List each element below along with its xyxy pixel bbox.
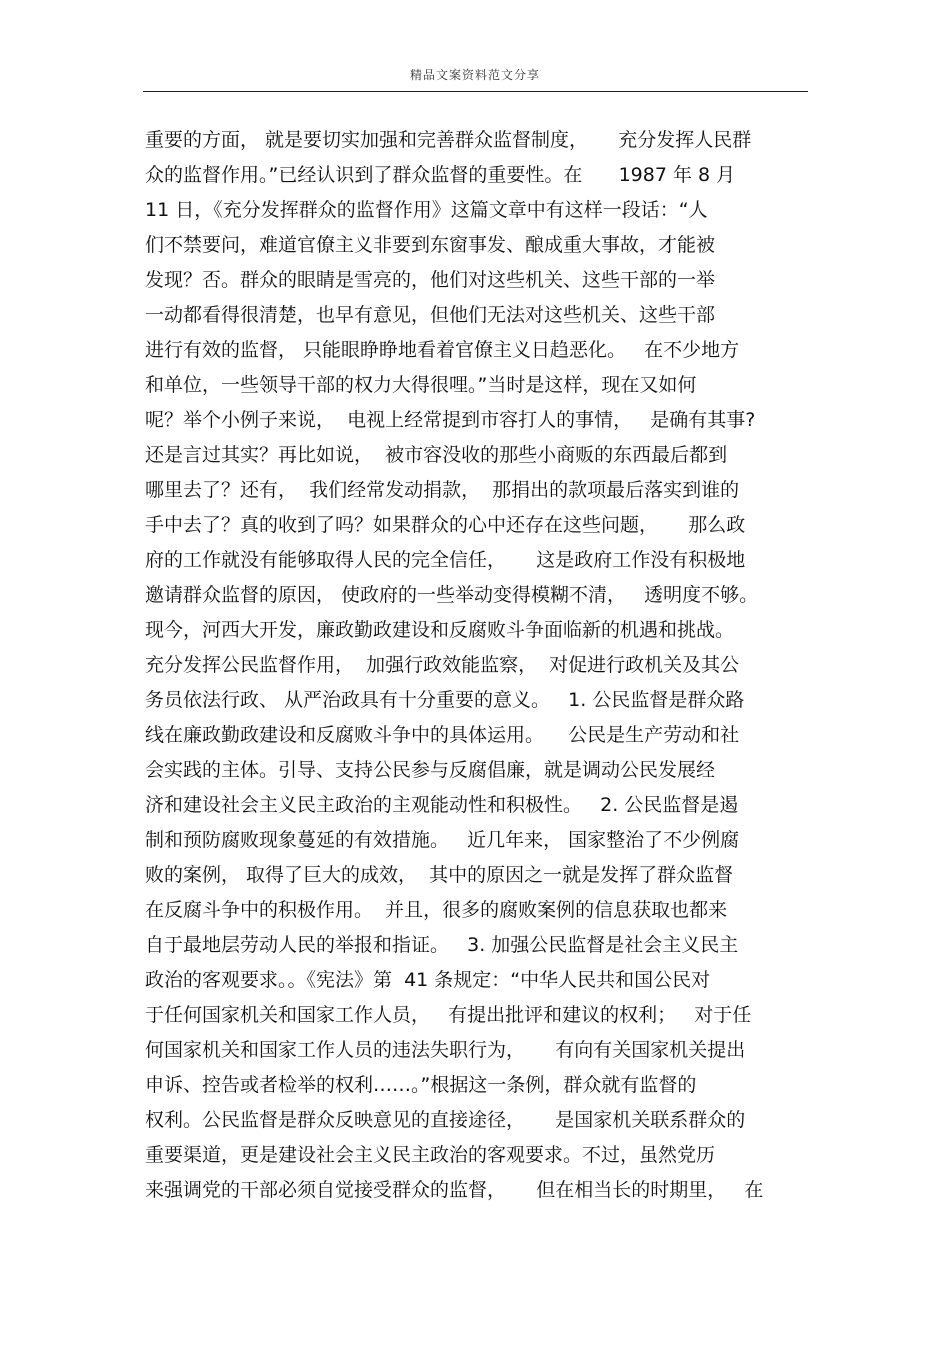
text-line: 权利。公民监督是群众反映意见的直接途径， 是国家机关联系群众的	[145, 1109, 746, 1131]
body-text	[145, 123, 815, 1208]
text-line: 线在廉政勤政建设和反腐败斗争中的具体运用。 公民是生产劳动和社	[145, 724, 740, 746]
text-line: 们不禁要问，难道官僚主义非要到东窗事发、酿成重大事故，才能被	[145, 234, 716, 256]
text-line: 济和建设社会主义民主政治的主观能动性和积极性。 2. 公民监督是遏	[145, 794, 739, 816]
text-line: 11 日，《充分发挥群众的监督作用》这篇文章中有这样一段话：“人	[145, 199, 708, 221]
text-line: 府的工作就没有能够取得人民的完全信任， 这是政府工作没有积极地	[145, 549, 746, 571]
text-line: 务员依法行政、 从严治政具有十分重要的意义。 1. 公民监督是群众路	[145, 689, 745, 711]
text-line: 手中去了？真的收到了吗？如果群众的心中还存在这些问题， 那么政	[145, 514, 746, 536]
text-line: 制和预防腐败现象蔓延的有效措施。 近几年来， 国家整治了不少例腐	[145, 829, 740, 851]
text-line: 何国家机关和国家工作人员的违法失职行为， 有向有关国家机关提出	[145, 1039, 746, 1061]
text-line: 邀请群众监督的原因， 使政府的一些举动变得模糊不清， 透明度不够。	[145, 584, 759, 606]
text-line: 还是言过其实？再比如说， 被市容没收的那些小商贩的东西最后都到	[145, 444, 728, 466]
header-divider	[143, 91, 808, 92]
text-line: 现今，河西大开发，廉政勤政建设和反腐败斗争面临新的机遇和挑战。	[145, 619, 735, 641]
text-line: 会实践的主体。引导、支持公民参与反腐倡廉，就是调动公民发展经	[145, 759, 716, 781]
text-line: 败的案例， 取得了巨大的成效， 其中的原因之一就是发挥了群众监督	[145, 864, 734, 886]
page-header: 精品文案资料范文分享	[409, 68, 540, 82]
text-line: 政治的客观要求。。《宪法》第 41 条规定：“中华人民共和国公民对	[145, 969, 711, 991]
text-line: 充分发挥公民监督作用， 加强行政效能监察， 对促进行政机关及其公	[145, 654, 740, 676]
text-line: 进行有效的监督， 只能眼睁睁地看着官僚主义日趋恶化。 在不少地方	[145, 339, 740, 361]
text-line: 呢？举个小例子来说， 电视上经常提到市容打人的事情， 是确有其事?	[145, 409, 756, 431]
text-line: 重要的方面， 就是要切实加强和完善群众监督制度， 充分发挥人民群	[145, 129, 752, 151]
text-line: 于任何国家机关和国家工作人员， 有提出批评和建议的权利； 对于任	[145, 1004, 752, 1026]
text-line: 重要渠道，更是建设社会主义民主政治的客观要求。不过，虽然党历	[145, 1144, 716, 1166]
text-line: 在反腐斗争中的积极作用。 并且，很多的腐败案例的信息获取也都来	[145, 899, 728, 921]
text-line: 一动都看得很清楚，也早有意见，但他们无法对这些机关、这些干部	[145, 304, 716, 326]
text-line: 众的监督作用。”已经认识到了群众监督的重要性。在 1987 年 8 月	[145, 164, 736, 186]
text-line: 自于最地层劳动人民的举报和指证。 3. 加强公民监督是社会主义民主	[145, 934, 739, 956]
text-line: 发现？否。群众的眼睛是雪亮的，他们对这些机关、这些干部的一举	[145, 269, 716, 291]
text-line: 和单位，一些领导干部的权力大得很哩。”当时是这样，现在又如何	[145, 374, 697, 396]
text-line: 来强调党的干部必须自觉接受群众的监督， 但在相当长的时期里， 在	[145, 1179, 764, 1201]
text-line: 申诉、控告或者检举的权利……。”根据这一条例，群众就有监督的	[145, 1074, 697, 1096]
text-line: 哪里去了？还有， 我们经常发动捐款， 那捐出的款项最后落实到谁的	[145, 479, 740, 501]
